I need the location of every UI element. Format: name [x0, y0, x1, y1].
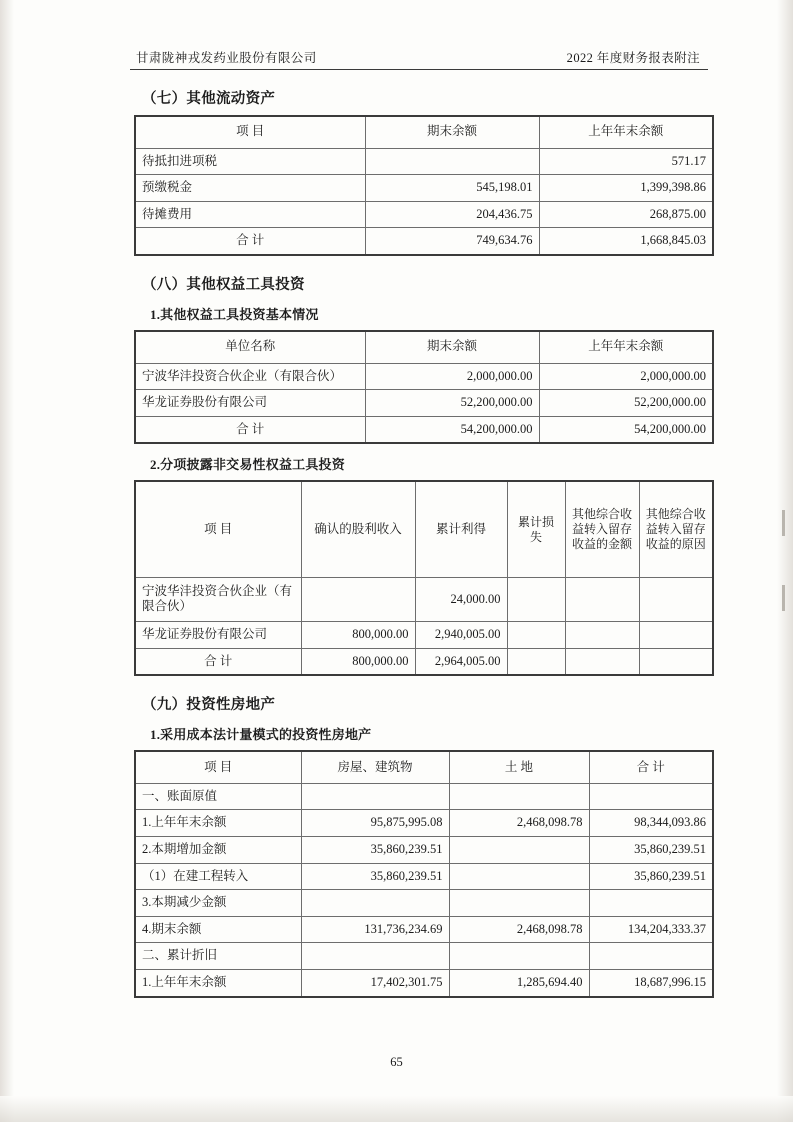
table-row — [135, 783, 713, 810]
col-header-dividend-income: 确认的股利收入 — [301, 481, 415, 577]
row-total — [589, 783, 713, 810]
table-non-trading-equity-investments — [134, 480, 714, 676]
row-building: 131,736,234.69 — [301, 916, 449, 943]
row-label: 待抵扣进项税 — [135, 148, 365, 175]
row-building: 17,402,301.75 — [301, 970, 449, 997]
row-label: 合 计 — [135, 648, 301, 675]
row-accumulated-gain: 2,964,005.00 — [415, 648, 507, 675]
col-header-item: 项 目 — [135, 481, 301, 577]
section-title-7: （七）其他流动资产 — [142, 91, 276, 107]
row-land: 2,468,098.78 — [449, 810, 589, 837]
row-total: 35,860,239.51 — [589, 836, 713, 863]
col-header-land: 土 地 — [449, 751, 589, 783]
col-header-oci-transfer-reason: 其他综合收益转入留存收益的原因 — [639, 481, 713, 577]
row-label: （1）在建工程转入 — [135, 863, 301, 890]
row-total: 98,344,093.86 — [589, 810, 713, 837]
row-land — [449, 890, 589, 917]
row-oci-transfer-reason — [639, 577, 713, 621]
row-accumulated-gain: 2,940,005.00 — [415, 621, 507, 648]
table-row — [135, 970, 713, 997]
row-total — [589, 943, 713, 970]
row-end-balance: 545,198.01 — [365, 175, 539, 202]
row-end-balance: 54,200,000.00 — [365, 416, 539, 443]
col-header-building: 房屋、建筑物 — [301, 751, 449, 783]
row-oci-transfer-reason — [639, 648, 713, 675]
row-label: 1.上年年末余额 — [135, 970, 301, 997]
row-oci-transfer-reason — [639, 621, 713, 648]
section-title-9: （九）投资性房地产 — [142, 697, 276, 714]
table-row — [135, 836, 713, 863]
running-header — [130, 48, 708, 70]
table-row — [135, 916, 713, 943]
row-label: 预缴税金 — [135, 175, 365, 202]
table-total-row — [135, 416, 713, 443]
margin-mark-upper — [782, 510, 785, 536]
col-header-total: 合 计 — [589, 751, 713, 783]
row-end-balance — [365, 148, 539, 175]
col-header-oci-transfer-amount: 其他综合收益转入留存收益的金额 — [565, 481, 639, 577]
row-label: 一、账面原值 — [135, 783, 301, 810]
table-header-row — [135, 751, 713, 783]
table-row — [135, 577, 713, 621]
row-land: 1,285,694.40 — [449, 970, 589, 997]
row-label: 华龙证券股份有限公司 — [135, 390, 365, 417]
table-row — [135, 810, 713, 837]
table-row — [135, 148, 713, 175]
table-header-row — [135, 331, 713, 363]
row-label: 合 计 — [135, 416, 365, 443]
header-company: 甘肃陇神戎发药业股份有限公司 — [136, 51, 317, 65]
row-label: 宁波华沣投资合伙企业（有限合伙） — [135, 577, 301, 621]
row-prev-balance: 571.17 — [539, 148, 713, 175]
row-land — [449, 783, 589, 810]
table-other-current-assets — [134, 115, 714, 256]
table-equity-instrument-investments — [134, 330, 714, 444]
row-prev-balance: 52,200,000.00 — [539, 390, 713, 417]
row-total: 35,860,239.51 — [589, 863, 713, 890]
row-total — [589, 890, 713, 917]
col-header-end-balance: 期末余额 — [365, 331, 539, 363]
row-building — [301, 943, 449, 970]
col-header-accumulated-loss: 累计损失 — [507, 481, 565, 577]
header-doc-title: 2022 年度财务报表附注 — [566, 51, 700, 65]
row-oci-transfer-amount — [565, 621, 639, 648]
row-dividend-income — [301, 577, 415, 621]
scan-edge-right — [777, 0, 793, 1122]
row-label: 二、累计折旧 — [135, 943, 301, 970]
table-row — [135, 201, 713, 228]
row-label: 4.期末余额 — [135, 916, 301, 943]
row-oci-transfer-amount — [565, 577, 639, 621]
scan-edge-bottom — [0, 1096, 793, 1122]
col-header-end-balance: 期末余额 — [365, 116, 539, 148]
col-header-accumulated-gain: 累计利得 — [415, 481, 507, 577]
row-accumulated-gain: 24,000.00 — [415, 577, 507, 621]
table-row — [135, 890, 713, 917]
table-row — [135, 175, 713, 202]
row-accumulated-loss — [507, 577, 565, 621]
row-prev-balance: 2,000,000.00 — [539, 363, 713, 390]
row-building: 35,860,239.51 — [301, 863, 449, 890]
row-prev-balance: 1,668,845.03 — [539, 228, 713, 255]
row-label: 待摊费用 — [135, 201, 365, 228]
row-total: 18,687,996.15 — [589, 970, 713, 997]
subsection-title-8-2: 2.分项披露非交易性权益工具投资 — [150, 457, 345, 473]
table-row — [135, 943, 713, 970]
col-header-prev-balance: 上年年末余额 — [539, 116, 713, 148]
table-row — [135, 363, 713, 390]
row-dividend-income: 800,000.00 — [301, 648, 415, 675]
table-header-row — [135, 116, 713, 148]
row-land — [449, 863, 589, 890]
scan-edge-left — [0, 0, 14, 1122]
table-row — [135, 621, 713, 648]
subsection-title-8-1: 1.其他权益工具投资基本情况 — [150, 307, 319, 322]
subsection-title-9-1: 1.采用成本法计量模式的投资性房地产 — [150, 727, 372, 743]
row-land — [449, 836, 589, 863]
margin-mark-lower — [782, 585, 785, 611]
col-header-item: 项 目 — [135, 116, 365, 148]
row-accumulated-loss — [507, 648, 565, 675]
row-prev-balance: 1,399,398.86 — [539, 175, 713, 202]
col-header-item: 项 目 — [135, 751, 301, 783]
row-prev-balance: 268,875.00 — [539, 201, 713, 228]
page-content — [130, 48, 715, 998]
row-total: 134,204,333.37 — [589, 916, 713, 943]
row-building: 35,860,239.51 — [301, 836, 449, 863]
table-row — [135, 863, 713, 890]
row-dividend-income: 800,000.00 — [301, 621, 415, 648]
table-investment-property — [134, 750, 714, 998]
row-label: 宁波华沣投资合伙企业（有限合伙） — [135, 363, 365, 390]
page-number: 65 — [390, 1055, 403, 1069]
row-end-balance: 749,634.76 — [365, 228, 539, 255]
row-end-balance: 2,000,000.00 — [365, 363, 539, 390]
table-row — [135, 390, 713, 417]
row-label: 3.本期减少金额 — [135, 890, 301, 917]
row-label: 2.本期增加金额 — [135, 836, 301, 863]
row-building — [301, 890, 449, 917]
row-label: 1.上年年末余额 — [135, 810, 301, 837]
table-total-row — [135, 648, 713, 675]
row-prev-balance: 54,200,000.00 — [539, 416, 713, 443]
row-building — [301, 783, 449, 810]
table-total-row — [135, 228, 713, 255]
section-title-8: （八）其他权益工具投资 — [142, 277, 305, 293]
row-end-balance: 204,436.75 — [365, 201, 539, 228]
row-land: 2,468,098.78 — [449, 916, 589, 943]
col-header-prev-balance: 上年年末余额 — [539, 331, 713, 363]
row-accumulated-loss — [507, 621, 565, 648]
col-header-unit-name: 单位名称 — [135, 331, 365, 363]
row-building: 95,875,995.08 — [301, 810, 449, 837]
row-label: 合 计 — [135, 228, 365, 255]
table-header-row — [135, 481, 713, 577]
row-oci-transfer-amount — [565, 648, 639, 675]
row-end-balance: 52,200,000.00 — [365, 390, 539, 417]
row-label: 华龙证券股份有限公司 — [135, 621, 301, 648]
row-land — [449, 943, 589, 970]
